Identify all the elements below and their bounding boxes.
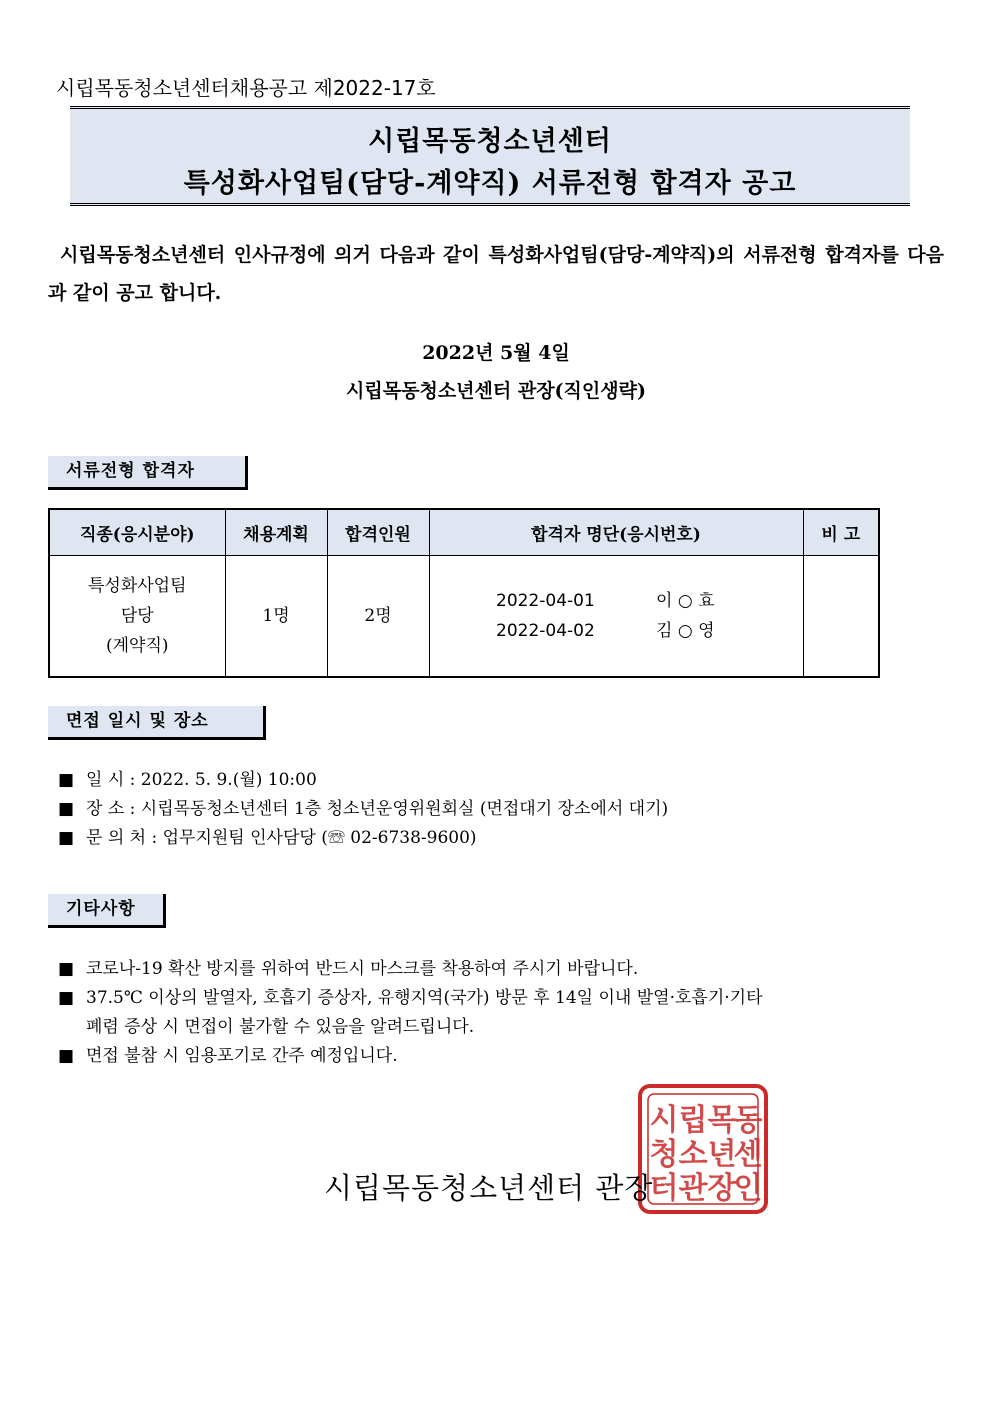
- bullet-square-icon: ■: [58, 799, 75, 819]
- svg-text:시: 시: [649, 1103, 679, 1138]
- svg-text:립: 립: [678, 1103, 708, 1138]
- candidate-name: 이 ○ 효: [656, 591, 715, 611]
- svg-text:장: 장: [707, 1171, 737, 1206]
- header-field: 직종(응시분야): [49, 509, 225, 556]
- interview-list: [58, 766, 668, 853]
- svg-text:센: 센: [733, 1137, 763, 1172]
- note-text: 면접 불참 시 임용포기로 간주 예정입니다.: [86, 1046, 398, 1066]
- table-header-row: [49, 509, 879, 556]
- document-number: 시립목동청소년센터채용공고 제2022-17호: [56, 76, 436, 100]
- candidate-number: 2022-04-01: [496, 591, 595, 611]
- svg-text:년: 년: [707, 1137, 737, 1172]
- section-heading-interview: 면접 일시 및 장소: [48, 706, 266, 740]
- svg-text:청: 청: [649, 1137, 679, 1172]
- results-table: [48, 508, 880, 678]
- cell-plan: 1명: [225, 556, 327, 678]
- cell-field: [49, 556, 225, 678]
- interview-text: 일 시 : 2022. 5. 9.(월) 10:00: [86, 770, 317, 790]
- interview-text: 장 소 : 시립목동청소년센터 1층 청소년운영위원회실 (면접대기 장소에서 대기): [86, 799, 669, 819]
- interview-item-place: [58, 795, 668, 824]
- field-line-2: 담당: [120, 606, 154, 626]
- table-row: [49, 556, 879, 678]
- title-box: [70, 106, 910, 206]
- candidate-number: 2022-04-02: [496, 621, 595, 641]
- bullet-square-icon: ■: [58, 828, 75, 848]
- field-line-1: 특성화사업팀: [87, 576, 187, 596]
- svg-text:인: 인: [733, 1171, 763, 1206]
- bullet-square-icon: ■: [58, 988, 75, 1008]
- svg-text:관: 관: [678, 1171, 708, 1206]
- interview-item-contact: [58, 824, 668, 853]
- official-seal-icon: [636, 1082, 770, 1216]
- intro-paragraph: 시립목동청소년센터 인사규정에 의거 다음과 같이 특성화사업팀(담당-계약직)의 서류전형 합격자를 다음과 같이 공고 합니다.: [48, 244, 944, 304]
- title-line-1: 시립목동청소년센터: [368, 126, 612, 157]
- bullet-square-icon: ■: [58, 959, 75, 979]
- note-text: 코로나-19 확산 방지를 위하여 반드시 마스크를 착용하여 주시기 바랍니다.: [86, 959, 639, 979]
- bullet-square-icon: ■: [58, 770, 75, 790]
- svg-text:소: 소: [678, 1137, 708, 1172]
- bullet-square-icon: ■: [58, 1046, 75, 1066]
- issuer-line: 시립목동청소년센터 관장(직인생략): [346, 380, 646, 402]
- cell-remarks: [803, 556, 879, 678]
- section-heading-notes: 기타사항: [48, 894, 166, 928]
- svg-text:동: 동: [733, 1103, 763, 1138]
- title-line-2: 특성화사업팀(담당-계약직) 서류전형 합격자 공고: [183, 168, 797, 199]
- candidate-entry: [431, 586, 802, 616]
- candidate-entry: [431, 616, 802, 646]
- candidate-name: 김 ○ 영: [656, 621, 715, 641]
- interview-text: 문 의 처 : 업무지원팀 인사담당 (☏ 02-6738-9600): [86, 828, 477, 848]
- header-passed: 합격인원: [327, 509, 429, 556]
- note-item: [58, 984, 763, 1013]
- note-item: [58, 955, 763, 984]
- cell-passed: 2명: [327, 556, 429, 678]
- announcement-date: 2022년 5월 4일: [422, 342, 570, 364]
- interview-item-time: [58, 766, 668, 795]
- header-plan: 채용계획: [225, 509, 327, 556]
- note-text: 폐렴 증상 시 면접이 불가할 수 있음을 알려드립니다.: [86, 1017, 475, 1037]
- note-text: 37.5℃ 이상의 발열자, 호흡기 증상자, 유행지역(국가) 방문 후 14일 이내 발열·호흡기·기타: [86, 988, 763, 1008]
- cell-candidates: [429, 556, 803, 678]
- header-candidates: 합격자 명단(응시번호): [429, 509, 803, 556]
- note-item: [58, 1042, 763, 1071]
- closing-signature: 시립목동청소년센터 관장: [324, 1171, 654, 1205]
- field-line-3: (계약직): [105, 636, 169, 656]
- svg-text:목: 목: [707, 1103, 737, 1138]
- svg-text:터: 터: [649, 1171, 679, 1206]
- header-remarks: 비 고: [803, 509, 879, 556]
- section-heading-results: 서류전형 합격자: [48, 456, 248, 490]
- note-item-continued: [58, 1013, 763, 1042]
- notes-list: [58, 955, 763, 1071]
